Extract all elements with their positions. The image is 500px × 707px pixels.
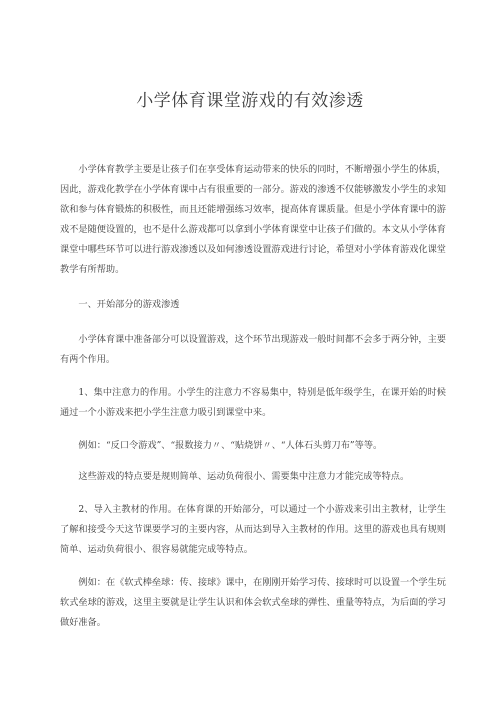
paragraph-prep: 小学体育课中准备部分可以设置游戏，这个环节出现游戏一般时间都不会多于两分钟，主要有两个作用。 [60,334,446,365]
document-body [60,160,446,633]
paragraph-intro: 小学体育教学主要是让孩子们在享受体育运动带来的快乐的同时，不断增强小学生的体质，因此，游戏化教学在小学体育课中占有很重要的一部分。游戏的渗透不仅能够激发小学生的求知欲和参与体育锻炼的积极性，而且还能增强练习效率，提高体育课质量。但是小学体育课中的游戏不是随便设置的，也不是什么游戏都可以拿到小学体育课堂中让孩子们做的。本文从小学体育课堂中哪些环节可以进行游戏渗透以及如何渗透设置游戏进行讨论，希望对小学体育游戏化课堂教学有所帮助。 [60,164,446,275]
paragraph-introduce-material: 2、导入主教材的作用。在体育课的开始部分，可以通过一个小游戏来引出主教材，让学生了解和接受今天这节课要学习的主要内容，从而达到导入主教材的作用。这里的游戏也具有规则简单、运动负荷很小、很容易就能完成等特点。 [60,504,446,555]
paragraph-example-1: 例如：“反口令游戏”、“报数接力〃、“贴烧饼〃、“人体石头剪刀布”等等。 [78,440,383,451]
document-title: 小学体育课堂游戏的有效渗透 [136,91,364,111]
paragraph-example-2: 例如：在《软式棒垒球：传、接球》课中，在刚刚开始学习传、接球时可以设置一个学生玩软式垒球的游戏，这里主要就是让学生认识和体会软式垒球的弹性、重量等特点，为后面的学习做好准备。 [60,577,446,628]
section-heading-1: 一、开始部分的游戏渗透 [78,299,180,310]
paragraph-features: 这些游戏的特点要是规则简单、运动负荷很小、需要集中注意力才能完成等特点。 [78,471,410,482]
paragraph-attention: 1、集中注意力的作用。小学生的注意力不容易集中，特别是低年级学生，在课开始的时候通过一个小游戏来把小学生注意力吸引到课堂中来。 [60,387,446,418]
